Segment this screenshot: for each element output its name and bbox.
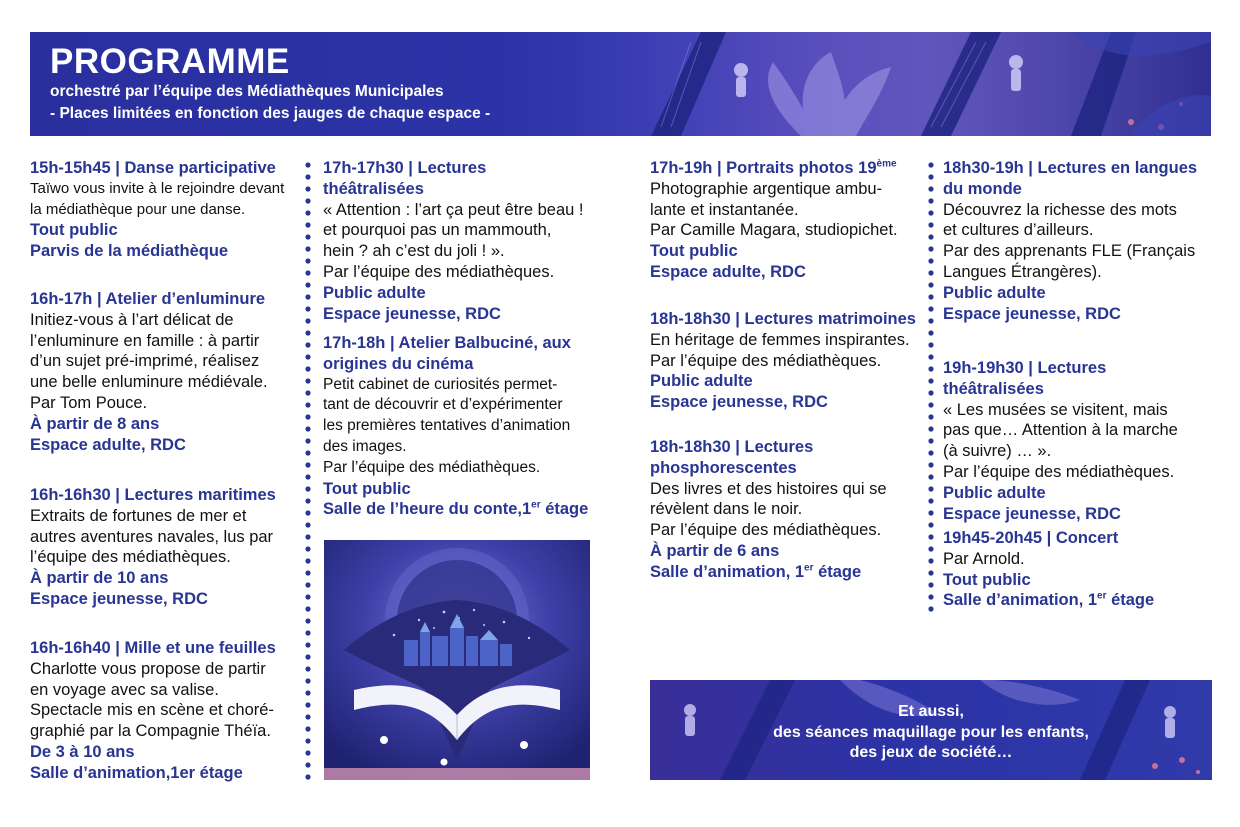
separator-dot <box>928 186 933 191</box>
event-item <box>650 158 918 283</box>
separator-dot <box>305 606 310 611</box>
event-time-title: 18h-18h30 | Lectures matrimoines <box>650 310 916 328</box>
event-time-title: 19h45-20h45 | Concert <box>943 529 1119 547</box>
separator-dot <box>928 474 933 479</box>
separator-dot <box>305 558 310 563</box>
extra-activities-banner <box>650 680 1212 780</box>
extra-activities-text: Et aussi, des séances maquillage pour les enfants, des jeux de société… <box>773 703 1089 761</box>
separator-dot <box>305 426 310 431</box>
separator-dot <box>928 342 933 347</box>
event-audience: Public adulte <box>323 283 426 302</box>
separator-dot <box>928 510 933 515</box>
separator-dot <box>305 498 310 503</box>
separator-dot <box>305 522 310 527</box>
event-audience: Public adulte <box>943 483 1046 502</box>
separator-dot <box>305 486 310 491</box>
separator-dot <box>305 462 310 467</box>
separator-dot <box>305 702 310 707</box>
event-audience: À partir de 10 ans <box>30 569 169 588</box>
header-banner <box>30 32 1211 136</box>
separator-dot <box>305 546 310 551</box>
separator-dot <box>928 606 933 611</box>
event-item <box>650 309 918 413</box>
separator-dot <box>928 222 933 227</box>
event-time-title: 19h-19h30 | Lectures théâtralisées <box>943 359 1107 398</box>
separator-dot <box>928 570 933 575</box>
event-location: Parvis de la médiathèque <box>30 242 229 261</box>
event-item <box>943 528 1211 611</box>
separator-dot <box>928 162 933 167</box>
event-description: En héritage de femmes inspirantes. Par l’équipe des médiathèques. <box>650 330 910 370</box>
event-time-title: 16h-16h40 | Mille et une feuilles <box>30 639 276 657</box>
event-description: Par Arnold. <box>943 549 1025 568</box>
separator-dot <box>305 174 310 179</box>
separator-dot <box>928 378 933 383</box>
separator-dot <box>305 306 310 311</box>
separator-dot <box>928 330 933 335</box>
separator-dot <box>305 234 310 239</box>
event-time-title-continued: origines du cinéma <box>323 354 474 373</box>
separator-dot <box>928 558 933 563</box>
separator-dot <box>305 630 310 635</box>
separator-dot <box>928 402 933 407</box>
event-audience: Public adulte <box>650 372 753 391</box>
separator-dot <box>305 642 310 647</box>
separator-dot <box>305 678 310 683</box>
separator-dot <box>305 366 310 371</box>
separator-dot <box>305 750 310 755</box>
separator-dot <box>928 582 933 587</box>
event-audience: Tout public <box>943 570 1031 589</box>
page-subtitle: orchestré par l’équipe des Médiathèques Municipales <box>50 83 444 100</box>
separator-dot <box>928 594 933 599</box>
separator-dot <box>305 654 310 659</box>
event-location: Salle d’animation,1er étage <box>30 763 243 782</box>
separator-dot <box>928 414 933 419</box>
event-description: Initiez-vous à l’art délicat de l’enluminure en famille : à partir d’un sujet pré-imprimé, réalisez une belle enluminure médiévale. Par Tom Pouce. <box>30 310 268 412</box>
separator-dot <box>928 306 933 311</box>
event-audience: Tout public <box>30 221 118 240</box>
separator-dot <box>305 318 310 323</box>
separator-dot <box>928 390 933 395</box>
event-audience: Tout public <box>650 242 738 261</box>
separator-dot <box>305 450 310 455</box>
separator-dot <box>305 402 310 407</box>
event-time-title: 18h-18h30 | Lectures <box>650 438 814 456</box>
illustration-art <box>324 540 590 780</box>
event-location: Espace jeunesse, RDC <box>650 393 828 412</box>
separator-dot <box>305 774 310 779</box>
separator-dot <box>305 198 310 203</box>
event-time-title-continued: phosphorescentes <box>650 458 797 477</box>
event-location: Espace jeunesse, RDC <box>30 589 208 608</box>
dotted-separator-line <box>305 162 311 782</box>
event-time-title: 15h-15h45 | Danse participative <box>30 159 276 177</box>
event-description: Taïwo vous invite à le rejoindre devant la médiathèque pour une danse. <box>30 179 285 218</box>
separator-dot <box>305 390 310 395</box>
event-audience: À partir de 6 ans <box>650 541 780 560</box>
event-item <box>30 158 298 262</box>
event-item <box>30 638 298 784</box>
separator-dot <box>928 522 933 527</box>
event-description: Découvrez la richesse des mots et cultures d’ailleurs. Par des apprenants FLE (Français Langues Étrangères). <box>943 200 1196 281</box>
event-description: Petit cabinet de curiosités permet- tant de découvrir et d’expérimenter les premières tentatives d’animation des images. Par l’équipe des médiathèques. <box>323 375 571 476</box>
separator-dot <box>305 282 310 287</box>
event-item <box>650 437 918 583</box>
separator-dot <box>928 270 933 275</box>
event-description: Photographie argentique ambu- lante et instantanée. Par Camille Magara, studiopichet. <box>650 179 898 240</box>
event-location: Espace jeunesse, RDC <box>323 304 501 323</box>
event-description: « Les musées se visitent, mais pas que… Attention à la marche (à suivre) … ». Par l’équipe des médiathèques. <box>943 400 1178 481</box>
event-description: Des livres et des histoires qui se révèlent dans le noir. Par l’équipe des médiathèques. <box>650 479 887 540</box>
page-title: PROGRAMME <box>50 42 290 81</box>
event-time-title: 17h-18h | Atelier Balbuciné, aux <box>323 334 571 352</box>
separator-dot <box>928 462 933 467</box>
separator-dot <box>928 426 933 431</box>
separator-dot <box>928 438 933 443</box>
forest-illustration <box>511 32 1211 136</box>
event-time-title: 17h-17h30 | Lectures théâtralisées <box>323 159 487 198</box>
event-item <box>323 158 591 324</box>
separator-dot <box>305 714 310 719</box>
separator-dot <box>928 366 933 371</box>
separator-dot <box>305 162 310 167</box>
event-item <box>323 333 591 520</box>
event-location: Salle de l’heure du conte,1er étage <box>323 499 589 519</box>
separator-dot <box>305 726 310 731</box>
event-description: Charlotte vous propose de partir en voyage avec sa valise. Spectacle mis en scène et choré- graphié par la Compagnie Théïa. <box>30 659 274 741</box>
separator-dot <box>305 690 310 695</box>
event-item <box>30 289 298 455</box>
separator-dot <box>305 666 310 671</box>
separator-dot <box>928 534 933 539</box>
separator-dot <box>928 486 933 491</box>
separator-dot <box>928 210 933 215</box>
separator-dot <box>305 618 310 623</box>
dotted-separator <box>305 162 311 782</box>
event-location: Espace jeunesse, RDC <box>943 304 1121 323</box>
event-location: Espace jeunesse, RDC <box>943 504 1121 523</box>
separator-dot <box>928 318 933 323</box>
separator-dot <box>928 450 933 455</box>
event-time-title: 18h30-19h | Lectures en langues <box>943 159 1198 177</box>
separator-dot <box>305 438 310 443</box>
separator-dot <box>305 342 310 347</box>
separator-dot <box>928 258 933 263</box>
event-location: Espace adulte, RDC <box>30 435 186 454</box>
dotted-separator-line <box>928 162 934 612</box>
event-location: Salle d’animation, 1er étage <box>650 562 862 581</box>
capacity-notice: - Places limitées en fonction des jauges de chaque espace - <box>50 105 491 122</box>
separator-dot <box>305 738 310 743</box>
separator-dot <box>305 594 310 599</box>
event-description: Extraits de fortunes de mer et autres aventures navales, lus par l’équipe des médiathèques. <box>30 506 274 567</box>
separator-dot <box>305 762 310 767</box>
event-audience: Public adulte <box>943 283 1046 302</box>
event-audience: De 3 à 10 ans <box>30 742 135 761</box>
event-audience: Tout public <box>323 479 411 498</box>
separator-dot <box>305 414 310 419</box>
separator-dot <box>305 270 310 275</box>
event-item <box>943 158 1211 324</box>
event-item <box>30 485 298 610</box>
separator-dot <box>305 294 310 299</box>
separator-dot <box>928 498 933 503</box>
separator-dot <box>928 282 933 287</box>
separator-dot <box>305 582 310 587</box>
event-time-title-continued: du monde <box>943 179 1022 198</box>
separator-dot <box>928 198 933 203</box>
separator-dot <box>305 258 310 263</box>
separator-dot <box>305 246 310 251</box>
separator-dot <box>305 186 310 191</box>
event-description: « Attention : l’art ça peut être beau ! et pourquoi pas un mammouth, hein ? ah c’est du joli ! ». Par l’équipe des médiathèques. <box>323 200 584 281</box>
event-item <box>943 358 1211 524</box>
event-location: Espace adulte, RDC <box>650 262 806 281</box>
dotted-separator <box>928 162 934 612</box>
separator-dot <box>305 222 310 227</box>
separator-dot <box>928 294 933 299</box>
event-time-title: 16h-17h | Atelier d’enluminure <box>30 290 266 308</box>
event-audience: À partir de 8 ans <box>30 414 160 433</box>
event-location: Salle d’animation, 1er étage <box>943 590 1155 610</box>
separator-dot <box>305 510 310 515</box>
separator-dot <box>928 234 933 239</box>
separator-dot <box>305 474 310 479</box>
separator-dot <box>928 354 933 359</box>
separator-dot <box>305 330 310 335</box>
manta-ray-city-illustration <box>324 540 590 780</box>
separator-dot <box>305 534 310 539</box>
separator-dot <box>305 570 310 575</box>
separator-dot <box>305 378 310 383</box>
separator-dot <box>305 354 310 359</box>
separator-dot <box>305 210 310 215</box>
event-time-title: 17h-19h | Portraits photos 19ème <box>650 158 897 177</box>
separator-dot <box>928 246 933 251</box>
separator-dot <box>928 546 933 551</box>
separator-dot <box>928 174 933 179</box>
event-time-title: 16h-16h30 | Lectures maritimes <box>30 486 276 504</box>
